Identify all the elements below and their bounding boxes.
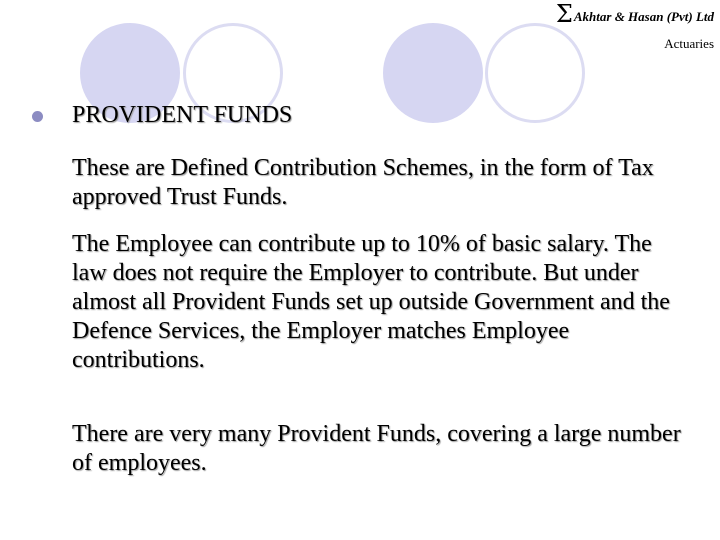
bullet-heading: PROVIDENT FUNDS xyxy=(72,102,293,128)
company-name: Akhtar & Hasan (Pvt) Ltd xyxy=(573,9,714,24)
paragraph: The Employee can contribute up to 10% of basic salary. The law does not require the Employer to contribute. But under almost all Provident Funds set up outside Government and the Defence Services, the Employer matches Employee contributions. xyxy=(72,231,670,373)
company-tagline: Actuaries xyxy=(664,36,714,51)
sigma-icon: Σ xyxy=(555,0,573,28)
paragraph: These are Defined Contribution Schemes, in the form of Tax approved Trust Funds. xyxy=(72,155,654,210)
paragraph: There are very many Provident Funds, covering a large number of employees. xyxy=(72,421,681,476)
bullet-icon xyxy=(32,111,43,122)
slide-content xyxy=(30,98,690,478)
bullet-item xyxy=(30,98,690,138)
company-logo xyxy=(556,2,714,50)
